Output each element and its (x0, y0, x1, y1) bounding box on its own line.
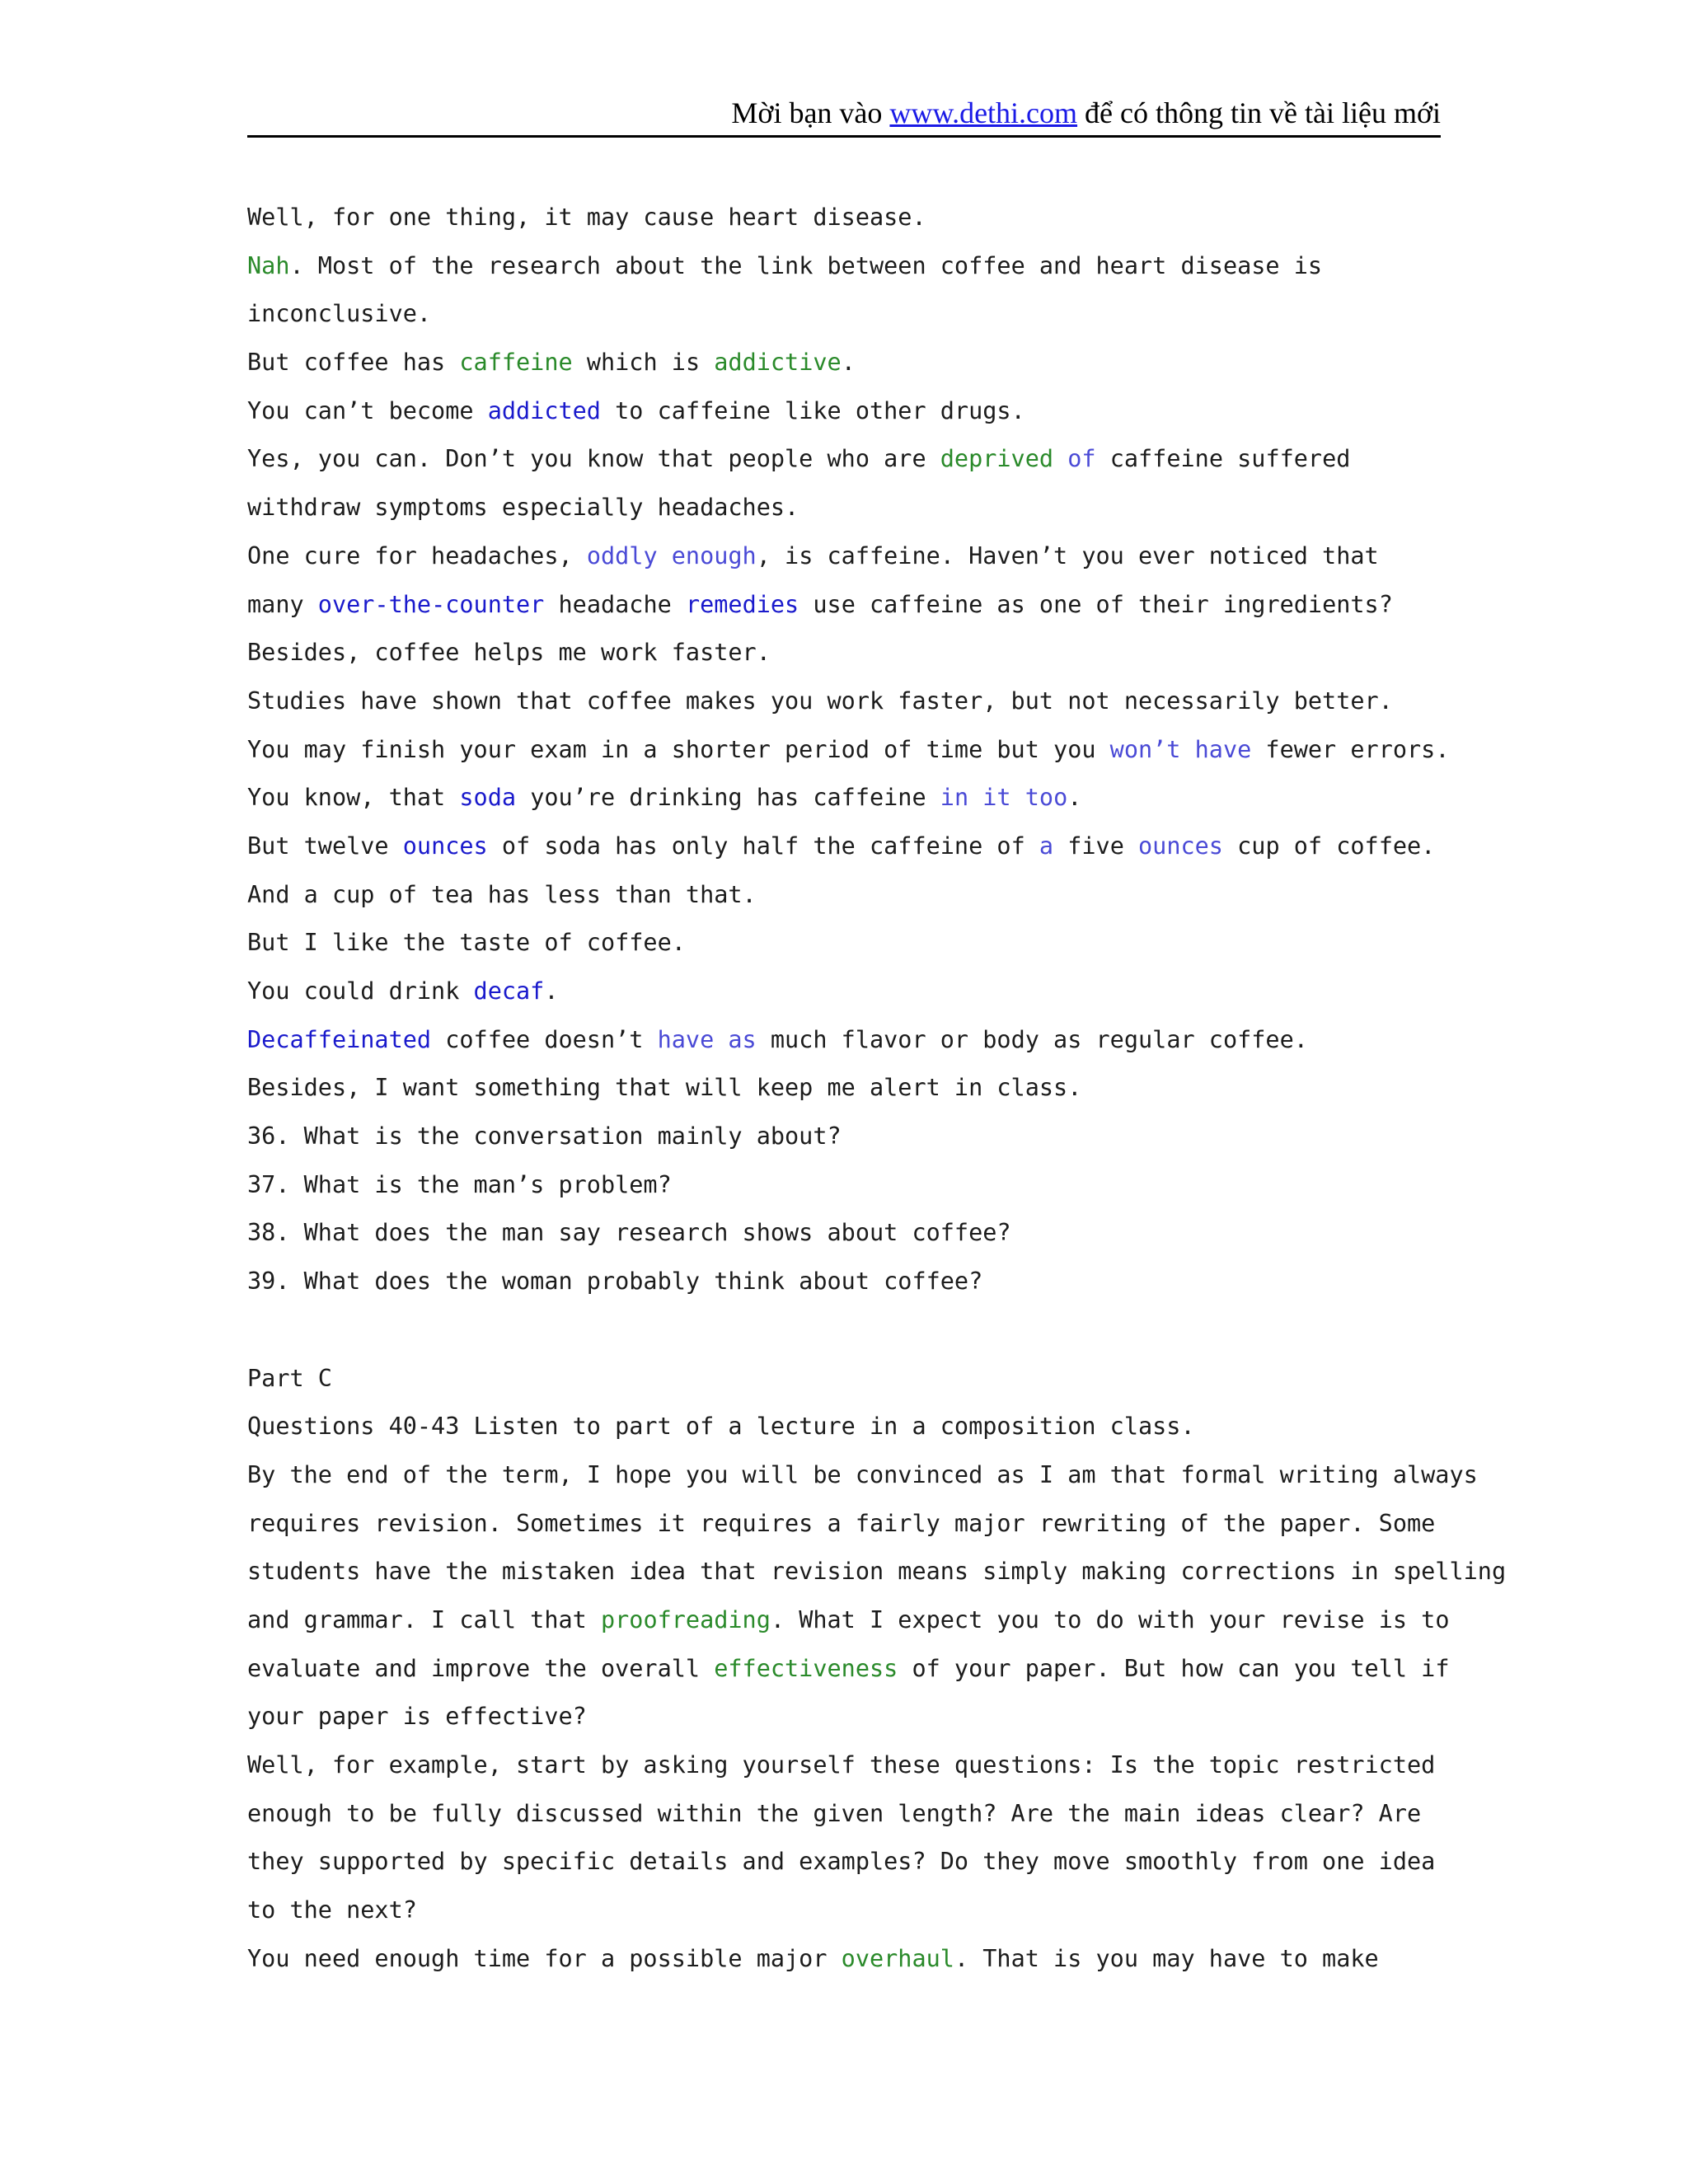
text-line: requires revision. Sometimes it requires a fairly major rewriting of the paper. Some (247, 1509, 1436, 1537)
text-line: students have the mistaken idea that revision means simply making corrections in spelling (247, 1558, 1507, 1586)
question-line: 37. What is the man’s problem? (247, 1170, 672, 1198)
text-line: many over-the-counter headache remedies use caffeine as one of their ingredients? (247, 590, 1393, 618)
highlight-word: proofreading (600, 1605, 771, 1633)
text-line: Well, for example, start by asking yourself these questions: Is the topic restricted (247, 1751, 1436, 1779)
highlight-word: oddly enough (586, 541, 757, 569)
header-suffix: để có thông tin về tài liệu mới (1077, 96, 1441, 129)
text-line: Besides, I want something that will keep me alert in class. (247, 1074, 1082, 1102)
text-line: and grammar. I call that proofreading. What I expect you to do with your revise is to (247, 1605, 1450, 1633)
text-line: You may finish your exam in a shorter period of time but you won’t have fewer errors. (247, 735, 1450, 763)
question-line: 36. What is the conversation mainly about? (247, 1122, 842, 1151)
highlight-word: over-the-counter (317, 590, 545, 618)
text-line: And a cup of tea has less than that. (247, 880, 757, 908)
blank-line (247, 1306, 1434, 1355)
highlight-word: in it too (940, 784, 1068, 812)
header-prefix: Mời bạn vào (731, 96, 890, 129)
highlight-word: a (1039, 832, 1054, 860)
text-line: You need enough time for a possible major overhaul. That is you may have to make (247, 1944, 1379, 1972)
highlight-word: have as (657, 1025, 757, 1053)
text-line: But coffee has caffeine which is addictive. (247, 349, 856, 377)
header-link[interactable]: www.dethi.com (889, 96, 1078, 129)
highlight-word: Nah (247, 251, 290, 279)
text-line: Well, for one thing, it may cause heart disease. (247, 204, 926, 231)
highlight-word: deprived (940, 445, 1054, 473)
highlight-word: ounces (402, 832, 488, 860)
text-line: Yes, you can. Don’t you know that people who are deprived of caffeine suffered (247, 445, 1351, 473)
highlight-word: of (1067, 445, 1096, 473)
text-line: Nah. Most of the research about the link between coffee and heart disease is (247, 251, 1323, 279)
text-line: Decaffeinated coffee doesn’t have as much flavor or body as regular coffee. (247, 1025, 1308, 1053)
transcript-body (247, 194, 1507, 1983)
highlight-word: soda (459, 784, 517, 812)
text-line: they supported by specific details and examples? Do they move smoothly from one idea (247, 1848, 1436, 1876)
question-line: 38. What does the man say research shows about coffee? (247, 1219, 1011, 1247)
text-line: inconclusive. (247, 300, 432, 328)
highlight-word: ounces (1138, 832, 1223, 860)
question-line: 39. What does the woman probably think about coffee? (247, 1268, 983, 1296)
highlight-word: effectiveness (714, 1654, 898, 1682)
highlight-word: caffeine (459, 349, 573, 377)
highlight-word: won’t have (1109, 735, 1252, 763)
highlight-word: Decaffeinated (247, 1025, 432, 1053)
highlight-word: overhaul (841, 1944, 954, 1972)
text-line: Questions 40-43 Listen to part of a lecture in a composition class. (247, 1413, 1195, 1441)
highlight-word: remedies (685, 590, 799, 618)
text-line: Besides, coffee helps me work faster. (247, 639, 771, 667)
section-heading: Part C (247, 1364, 332, 1392)
text-line: But twelve ounces of soda has only half the caffeine of a five ounces cup of coffee. (247, 832, 1436, 860)
highlight-word: addicted (487, 396, 601, 424)
highlight-word: addictive (714, 349, 842, 377)
text-line: One cure for headaches, oddly enough, is caffeine. Haven’t you ever noticed that (247, 541, 1379, 569)
text-line: Studies have shown that coffee makes you work faster, but not necessarily better. (247, 687, 1393, 715)
text-line: enough to be fully discussed within the given length? Are the main ideas clear? Are (247, 1799, 1422, 1827)
text-line: You know, that soda you’re drinking has caffeine in it too. (247, 784, 1082, 812)
text-line: evaluate and improve the overall effectiveness of your paper. But how can you tell if (247, 1654, 1450, 1682)
page-header (247, 92, 1441, 138)
text-line: You can’t become addicted to caffeine like other drugs. (247, 396, 1025, 424)
text-line: You could drink decaf. (247, 977, 559, 1005)
text-line: withdraw symptoms especially headaches. (247, 494, 799, 522)
text-line: to the next? (247, 1896, 417, 1924)
text-line: But I like the taste of coffee. (247, 929, 686, 957)
highlight-word: decaf (473, 977, 545, 1005)
text-line: By the end of the term, I hope you will be convinced as I am that formal writing always (247, 1460, 1478, 1488)
text-line: your paper is effective? (247, 1703, 587, 1731)
